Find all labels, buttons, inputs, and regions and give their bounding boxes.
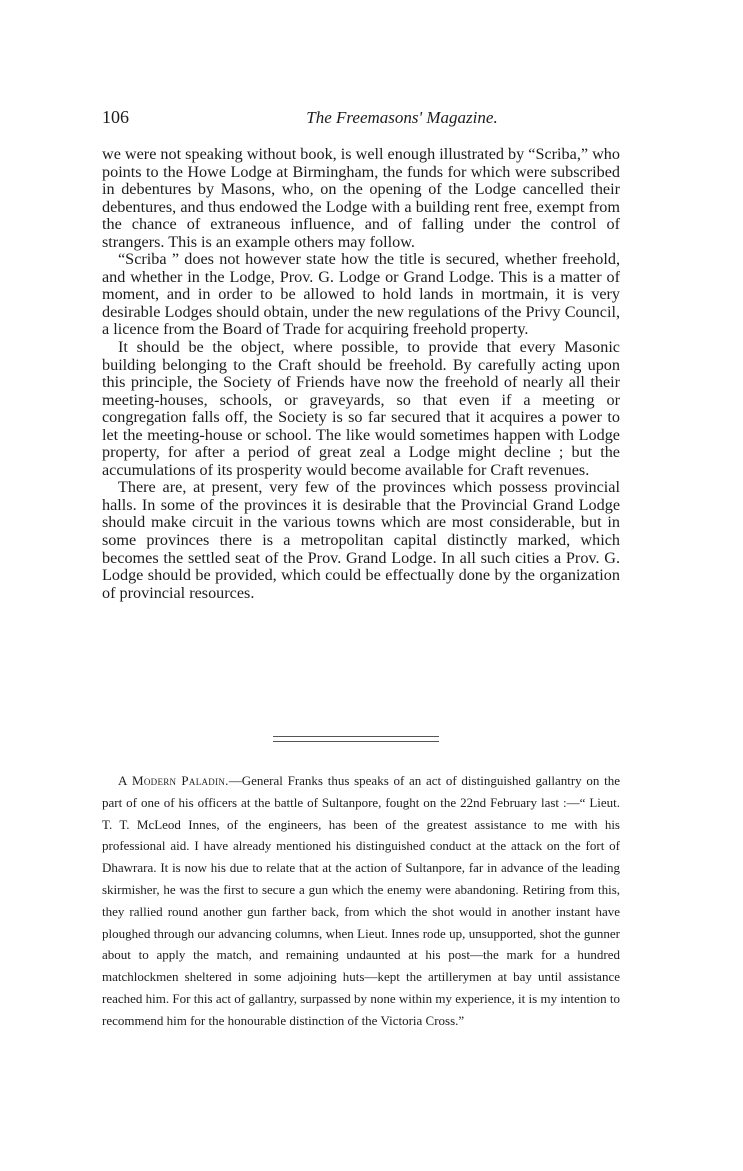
paragraph: “Scriba ” does not however state how the title is secured, whether freehold, and whether in the Lodge, Prov. G. Lodge or Grand Lodge. This is a matter of moment, and in order to be allowed to hold lands in mortmain, it is very desirable Lodges should obtain, under the new regulations of the Privy Council, a licence from the Board of Trade for acquiring freehold property.: [102, 250, 620, 339]
section-divider: [273, 736, 439, 742]
paragraph: It should be the object, where possible, to provide that every Masonic building belonging to the Craft should be freehold. By carefully acting upon this principle, the Society of Friends have now the freehold of nearly all their meeting-houses, schools, or graveyards, so that even if a meeting or congregation falls off, the Society is so far secured that it acquires a power to let the meeting-house or school. The like would sometimes happen with Lodge property, for after a period of great zeal a Lodge might decline ; but the accumulations of its prosperity would become available for Craft revenues.: [102, 338, 620, 479]
news-note: [102, 770, 620, 1032]
running-title: The Freemasons' Magazine.: [306, 108, 498, 127]
paragraph: There are, at present, very few of the provinces which possess provincial halls. In some of the provinces it is desirable that the Provincial Grand Lodge should make circuit in the various towns which are most considerable, but in some provinces there is a metropolitan capital distinctly marked, which becomes the settled seat of the Prov. Grand Lodge. In all such cities a Prov. G. Lodge should be provided, which could be effectually done by the organization of provincial resources.: [102, 478, 620, 602]
article-body: [102, 146, 620, 602]
news-note-paragraph: [102, 770, 620, 1032]
news-note-body: —General Franks thus speaks of an act of distinguished gallantry on the part of one of his officers at the battle of Sultanpore, fought on the 22nd February last :—“ Lieut. T. T. McLeod Innes, of the engineers, has been of the greatest assistance to me with his professional aid. I have already mentioned his distinguished conduct at the attack on the fort of Dhawrara. It is now his due to relate that at the action of Sultanpore, far in advance of the leading skirmisher, he was the first to secure a gun which the enemy were abandoning. Retiring from this, they rallied round another gun farther back, from which the shot would in another instant have ploughed through our advancing columns, when Lieut. Innes rode up, unsupported, shot the gunner about to apply the match, and remaining undaunted at his post—the mark for a hundred matchlockmen sheltered in some adjoining huts—kept the artillerymen at bay until assistance reached him. For this act of gallantry, surpassed by none within my experience, it is my intention to recommend him for the honourable distinction of the Victoria Cross.”: [102, 773, 621, 1028]
news-note-heading: A Modern Paladin.: [118, 773, 229, 788]
page-number: 106: [102, 107, 129, 127]
paragraph-continuation: we were not speaking without book, is well enough illustrated by “Scriba,” who points to the Howe Lodge at Birmingham, the funds for which were subscribed in debentures by Masons, who, on the opening of the Lodge cancelled their debentures, and thus endowed the Lodge with a building rent free, exempt from the chance of extraneous influence, and of falling under the control of strangers. This is an example others may follow.: [102, 145, 620, 251]
page-header: [102, 107, 649, 131]
